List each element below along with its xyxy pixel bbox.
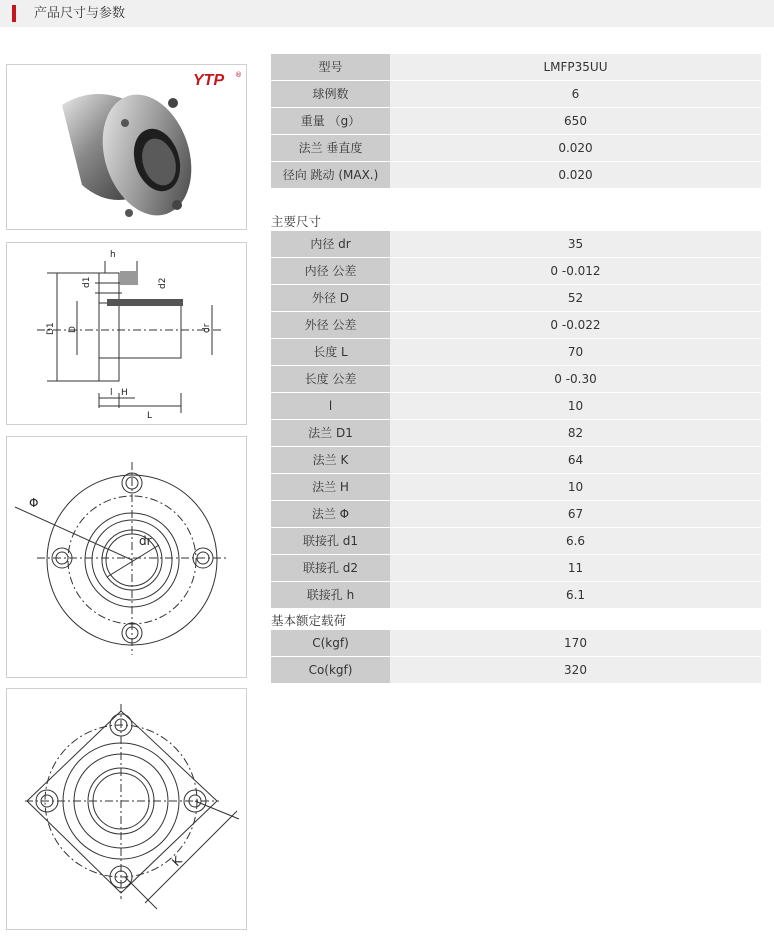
spec-value: 70 xyxy=(567,345,584,359)
spec-value: 320 xyxy=(564,663,587,677)
table-row xyxy=(271,657,761,683)
dim-label-H: H xyxy=(121,388,128,398)
spec-key: C(kgf) xyxy=(271,630,390,656)
table-row xyxy=(271,162,761,188)
spec-value: 11 xyxy=(567,561,584,575)
spec-key: 法兰 H xyxy=(271,474,390,500)
table-row xyxy=(271,528,761,554)
dim-label-K: K xyxy=(169,853,185,870)
round-flange-svg xyxy=(7,437,246,677)
spec-key: 联接孔 h xyxy=(271,582,390,608)
spec-value: 67 xyxy=(567,507,584,521)
table-row xyxy=(271,312,761,338)
spec-key: 重量 （g） xyxy=(271,108,390,134)
table-row xyxy=(271,108,761,134)
spec-value: 0 -0.012 xyxy=(550,264,601,278)
dim-label-D: D xyxy=(68,326,78,333)
spec-value: 6.6 xyxy=(565,534,586,548)
dim-label-L: L xyxy=(147,411,153,421)
section-header xyxy=(0,0,774,27)
spec-value: 10 xyxy=(567,480,584,494)
dim-label-h: h xyxy=(110,250,116,260)
spec-key: 外径 公差 xyxy=(271,312,390,338)
table-row xyxy=(271,474,761,500)
spec-key: 法兰 Φ xyxy=(271,501,390,527)
table-row xyxy=(271,339,761,365)
spec-value: 170 xyxy=(564,636,587,650)
table-row xyxy=(271,630,761,656)
square-flange-svg xyxy=(7,689,246,929)
table-row xyxy=(271,231,761,257)
spec-key: 联接孔 d1 xyxy=(271,528,390,554)
spec-key: 联接孔 d2 xyxy=(271,555,390,581)
spec-key: l xyxy=(271,393,390,419)
spec-key: 外径 D xyxy=(271,285,390,311)
brand-logo: YTP xyxy=(193,72,225,89)
spec-value: 35 xyxy=(567,237,584,251)
spec-key: 长度 公差 xyxy=(271,366,390,392)
spec-value: 6.1 xyxy=(565,588,586,602)
header-accent-bar xyxy=(12,5,16,22)
spec-key: 法兰 K xyxy=(271,447,390,473)
table-row xyxy=(271,447,761,473)
spec-key: 径向 跳动 (MAX.) xyxy=(271,162,390,188)
brand-registered-mark: ® xyxy=(235,71,242,79)
spec-value: 0 -0.30 xyxy=(554,372,597,386)
spec-value: 0 -0.022 xyxy=(550,318,601,332)
spec-value: 52 xyxy=(567,291,584,305)
spec-key: 型号 xyxy=(271,54,390,80)
spec-value: 0.020 xyxy=(558,141,593,155)
spec-key: 球例数 xyxy=(271,81,390,107)
spec-value: 10 xyxy=(567,399,584,413)
side-section-svg xyxy=(7,243,246,424)
spec-value: LMFP35UU xyxy=(543,60,608,74)
side-section-drawing xyxy=(6,242,247,425)
table-row xyxy=(271,420,761,446)
section-title: 产品尺寸与参数 xyxy=(34,6,126,21)
round-flange-drawing xyxy=(6,436,247,678)
table-row xyxy=(271,54,761,80)
spec-value: 64 xyxy=(567,453,584,467)
table-row xyxy=(271,135,761,161)
dim-label-dr: dr xyxy=(202,323,212,333)
table-row xyxy=(271,285,761,311)
dim-label-phi: Φ xyxy=(29,496,39,510)
table-row xyxy=(271,258,761,284)
dim-label-d1: d1 xyxy=(82,276,92,288)
spec-key: 法兰 D1 xyxy=(271,420,390,446)
table-row xyxy=(271,366,761,392)
spec-value: 82 xyxy=(567,426,584,440)
spec-key: 法兰 垂直度 xyxy=(271,135,390,161)
spec-key: 内径 dr xyxy=(271,231,390,257)
table-row xyxy=(271,501,761,527)
dim-label-dr-front: dr xyxy=(139,534,152,548)
spec-value: 0.020 xyxy=(558,168,593,182)
spec-key: 内径 公差 xyxy=(271,258,390,284)
spec-key: Co(kgf) xyxy=(271,657,390,683)
spec-key: 长度 L xyxy=(271,339,390,365)
bearing-photo-illustration xyxy=(7,65,246,229)
table-row xyxy=(271,555,761,581)
main-dims-title: 主要尺寸 xyxy=(271,214,322,229)
dim-label-d2: d2 xyxy=(158,277,168,289)
spec-value: 650 xyxy=(564,114,587,128)
table-row xyxy=(271,81,761,107)
table-row xyxy=(271,393,761,419)
product-photo xyxy=(6,64,247,230)
spec-value: 6 xyxy=(571,87,580,101)
load-title: 基本额定载荷 xyxy=(271,613,347,628)
square-flange-drawing xyxy=(6,688,247,930)
dim-label-D1: D1 xyxy=(46,322,56,335)
dim-label-l: l xyxy=(110,388,113,398)
table-row xyxy=(271,582,761,608)
